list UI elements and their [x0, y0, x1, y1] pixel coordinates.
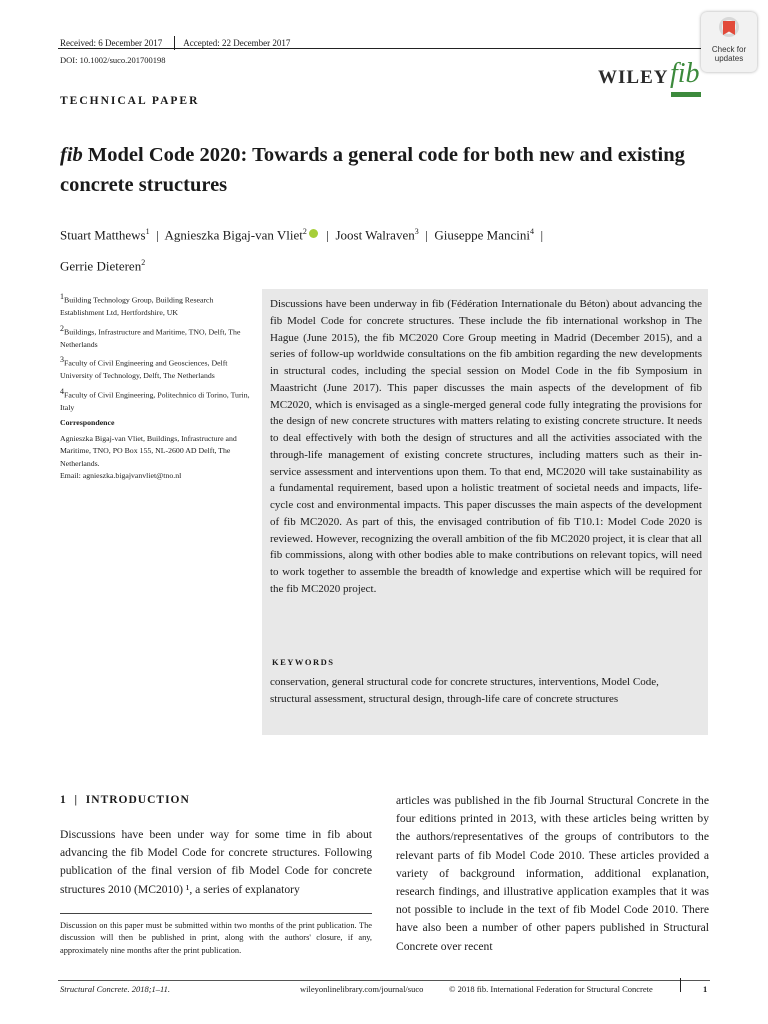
footer-url[interactable]: wileyonlinelibrary.com/journal/suco: [300, 984, 424, 994]
badge-label: Check for updates: [711, 45, 747, 63]
correspondence-heading: Correspondence: [60, 418, 115, 428]
affiliations: [60, 291, 252, 483]
abstract: Discussions have been underway in fib (Fédération Internationale du Béton) about advancing the fib Model Code for concrete structures. These include the fib international workshop in The Hague (June 2015), the fib MC2020 Core Group meeting in Madrid (December 2015), and a series of follow-up worldwide consultations on the fib ambition regarding the new developments in structural codes, including the special session on Model Code in the fib Symposium in Maastricht (June 2017). This paper discusses the main aspects of the development of fib MC2020, which is envisaged as a single-merged general code fully integrating the provisions for the design of new concrete structures with matters relating to existing concrete structure. It needs to deal effectively with both the design of structures and all the activities associated with the through-life management of existing concrete structures, including matters such as their in-service assessment and interventions upon them. To that end, MC2020 will take sustainability as a fundamental requirement, based upon a holistic treatment of societal needs and impacts, life-cycle cost and environmental impacts. This paper discusses the main aspects of the development of fib MC2020. As part of this, the envisaged contribution of fib T10.1: Model Code 2020 is reviewed. However, recognizing the overall ambition of the fib MC2020 project, it is clear that all fib commissions, along with other bodies able to make contributions on relevant topics, will need to work together to assemble the breadth of knowledge and expertise which will be required for the fib MC2020 project.: [270, 298, 702, 595]
footer-separator: [680, 978, 681, 992]
body-column-left: Discussions have been under way for some time in fib about advancing the fib Model Code for concrete structures. Following publication of the final version of fib Model Code for concrete structures 2010 (MC2010) ¹, a series of explanatory: [60, 828, 372, 896]
affiliation: $^3$Faculty of Civil Engineering and Geosciences, Delft University of Technology, Delft, The Netherlands: [60, 355, 228, 381]
footnote: Discussion on this paper must be submitted within two months of the print publication. The discussion will then be published in print, along with the authors' closure, if any, approximately nine months after the print publication.: [60, 921, 372, 955]
keywords: conservation, general structural code for concrete structures, interventions, Model Code, structural assessment, structural design, through-life care of concrete structures: [270, 676, 659, 705]
journal-logo: fib: [670, 58, 700, 89]
author-name[interactable]: Gerrie Dieteren: [60, 258, 142, 274]
check-for-updates-badge[interactable]: [701, 12, 757, 72]
affiliation: $^4$Faculty of Civil Engineering, Politechnico di Torino, Turin, Italy: [60, 386, 250, 412]
accepted-date: Accepted: 22 December 2017: [183, 38, 291, 48]
affiliation: $^1$Building Technology Group, Building Research Establishment Ltd, Hertfordshire, UK: [60, 292, 214, 318]
footer-rule: [58, 980, 710, 981]
author-name[interactable]: Stuart Matthews: [60, 227, 146, 243]
header-rule: [58, 48, 704, 49]
journal-logo-bar: [671, 92, 701, 97]
author-name[interactable]: Joost Walraven: [335, 227, 415, 243]
author-list: Stuart Matthews$^1$ | Agnieszka Bigaj-van Vliet$^2$ | Joost Walraven$^3$ | Giuseppe Mancini$^4$ | Gerrie Dieteren$^2$: [60, 227, 544, 274]
affiliation: $^2$Buildings, Infrastructure and Maritime, TNO, Delft, The Netherlands: [60, 323, 241, 349]
title-text: Model Code 2020: Towards a general code for both new and existing concrete structures: [60, 144, 685, 196]
title-fib: fib: [60, 144, 83, 166]
article-type: TECHNICAL PAPER: [60, 95, 200, 107]
doi[interactable]: DOI: 10.1002/suco.201700198: [60, 55, 166, 65]
correspondence-address: Agnieszka Bigaj-van Vliet, Buildings, Infrastructure and Maritime, TNO, PO Box 155, NL-2600 AD Delft, The Netherlands.: [60, 433, 237, 468]
section-heading: 1 | INTRODUCTION: [60, 794, 190, 806]
footnote-rule: [60, 913, 372, 914]
author-name[interactable]: Giuseppe Mancini: [434, 227, 530, 243]
footer-copyright: © 2018 fib. International Federation for Structural Concrete: [449, 984, 653, 994]
keywords-heading: KEYWORDS: [272, 657, 335, 667]
body-column-right: articles was published in the fib Journal Structural Concrete in the four editions printed in 2013, with these articles being written by the authors/representatives of the groups of contributors to the relevant parts of fib Model Code 2010. These articles provided a variety of background information, additional explanation, research findings, and illustrative application examples that it was not possible to include in the text of fib Model Code 2010. There have also been a number of other papers published in Structural Concrete over recent: [396, 794, 709, 953]
publisher-logo: WILEY: [598, 67, 669, 88]
author-name[interactable]: Agnieszka Bigaj-van Vliet: [164, 227, 303, 243]
article-title: [60, 140, 720, 200]
page-number: 1: [703, 984, 708, 994]
orcid-icon[interactable]: [309, 229, 318, 238]
correspondence-email[interactable]: Email: agnieszka.bigajvanvliet@tno.nl: [60, 471, 182, 481]
footer-citation: Structural Concrete. 2018;1–11.: [60, 984, 171, 994]
received-date: Received: 6 December 2017: [60, 38, 163, 48]
